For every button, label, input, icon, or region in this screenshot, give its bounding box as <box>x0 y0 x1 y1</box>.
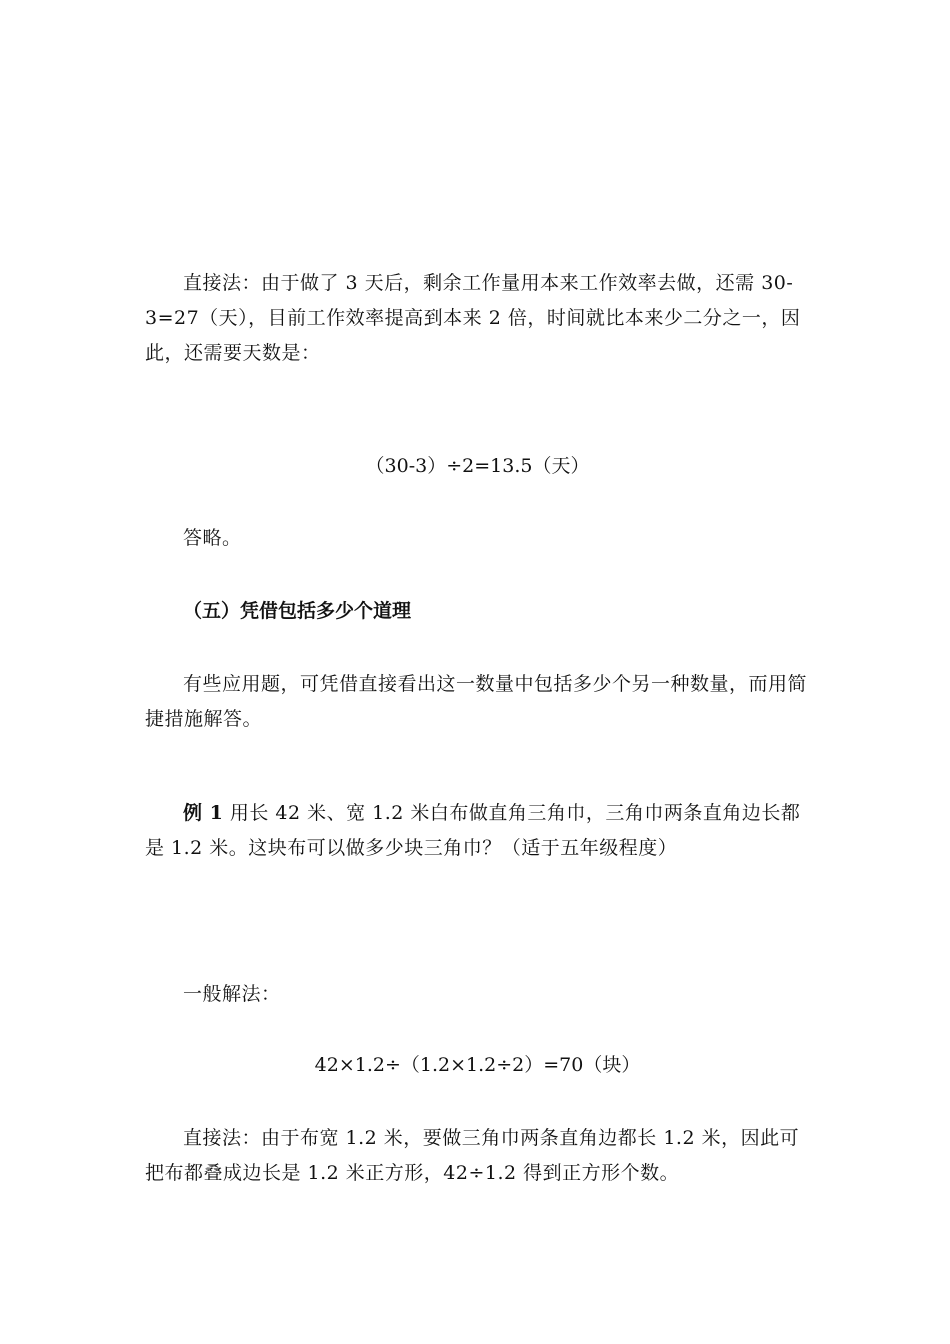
example-text: 用长 42 米、宽 1.2 米白布做直角三角巾，三角巾两条直角边长都是 1.2 米。这块布可以做多少块三角巾？（适于五年级程度） <box>145 802 801 859</box>
paragraph-intro: 有些应用题，可凭借直接看出这一数量中包括多少个另一种数量，而用简捷措施解答。 <box>145 673 808 730</box>
general-method-label: 一般解法： <box>183 983 281 1005</box>
paragraph-direct-method-1: 直接法：由于做了 3 天后，剩余工作量用本来工作效率去做，还需 30-3=27（天），目前工作效率提高到本来 2 倍，时间就比本来少二分之一，因此，还需要天数是： <box>145 272 801 364</box>
formula-days: （30-3）÷2=13.5（天） <box>365 455 590 477</box>
example-1 <box>145 796 810 866</box>
paragraph-direct-method-2: 直接法：由于布宽 1.2 米，要做三角巾两条直角边都长 1.2 米，因此可把布都叠成边长是 1.2 米正方形，42÷1.2 得到正方形个数。 <box>145 1127 800 1184</box>
example-label: 例 1 <box>183 802 224 824</box>
section-heading: （五）凭借包括多少个道理 <box>183 600 412 622</box>
answer-omitted: 答略。 <box>183 527 242 549</box>
formula-blocks: 42×1.2÷（1.2×1.2÷2）=70（块） <box>314 1054 641 1076</box>
